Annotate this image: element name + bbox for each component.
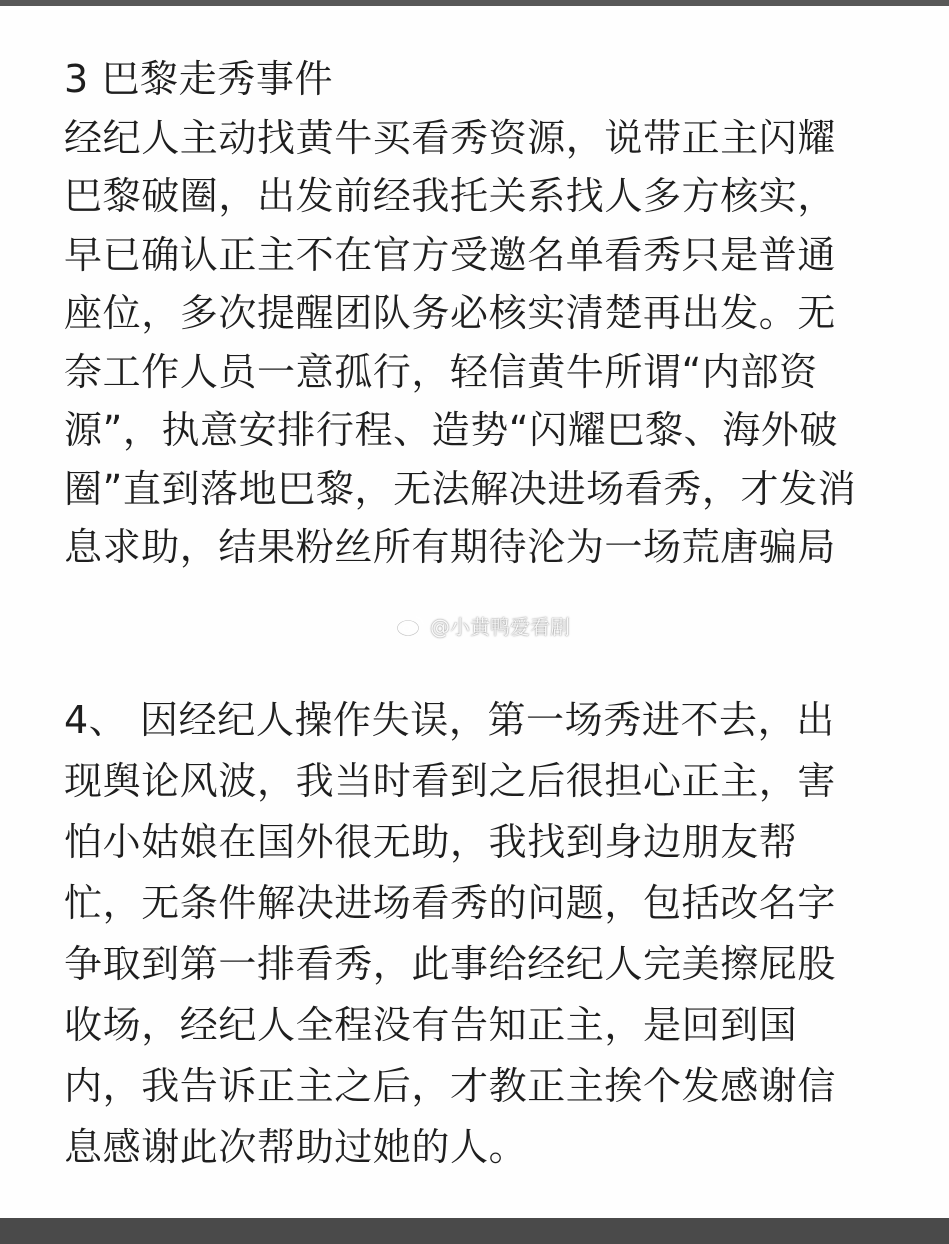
section-4 xyxy=(64,690,914,1178)
section-3-line: 息求助，结果粉丝所有期待沦为一场荒唐骗局 xyxy=(64,525,837,569)
section-4-line: 现舆论风波，我当时看到之后很担心正主，害 xyxy=(64,758,837,803)
section-4-line: 内，我告诉正主之后，才教正主挨个发感谢信 xyxy=(64,1063,837,1108)
section-4-line: 怕小姑娘在国外很无助，我找到身边朋友帮 xyxy=(64,819,798,864)
top-edge-bar xyxy=(0,0,949,6)
section-3-title: 3 巴黎走秀事件 xyxy=(64,57,334,101)
section-3-line: 源”，执意安排行程、造势“闪耀巴黎、海外破 xyxy=(64,408,838,452)
section-4-line: 收场，经纪人全程没有告知正主，是回到国 xyxy=(64,1002,798,1047)
section-3-line: 经纪人主动找黄牛买看秀资源，说带正主闪耀 xyxy=(64,115,837,160)
watermark-text: @小黄鸭爱看剧 xyxy=(430,614,570,639)
section-3 xyxy=(64,50,914,577)
watermark xyxy=(396,610,570,640)
section-3-line: 巴黎破圈，出发前经我托关系找人多方核实， xyxy=(64,174,837,218)
weibo-logo-icon xyxy=(396,613,426,637)
section-3-line: 圈”直到落地巴黎，无法解决进场看秀，才发消 xyxy=(64,466,857,511)
section-4-line: 争取到第一排看秀，此事给经纪人完美擦屁股 xyxy=(64,941,837,986)
section-3-line: 座位，多次提醒团队务必核实清楚再出发。无 xyxy=(64,291,837,335)
section-4-line: 4、 因经纪人操作失误，第一场秀进不去，出 xyxy=(64,697,835,742)
section-3-line: 早已确认正主不在官方受邀名单看秀只是普通 xyxy=(64,232,837,277)
section-3-line: 奈工作人员一意孤行，轻信黄牛所谓“内部资 xyxy=(64,349,818,394)
section-4-line: 忙，无条件解决进场看秀的问题，包括改名字 xyxy=(64,880,837,925)
section-4-line: 息感谢此次帮助过她的人。 xyxy=(64,1124,528,1169)
bottom-edge-bar xyxy=(0,1218,949,1244)
